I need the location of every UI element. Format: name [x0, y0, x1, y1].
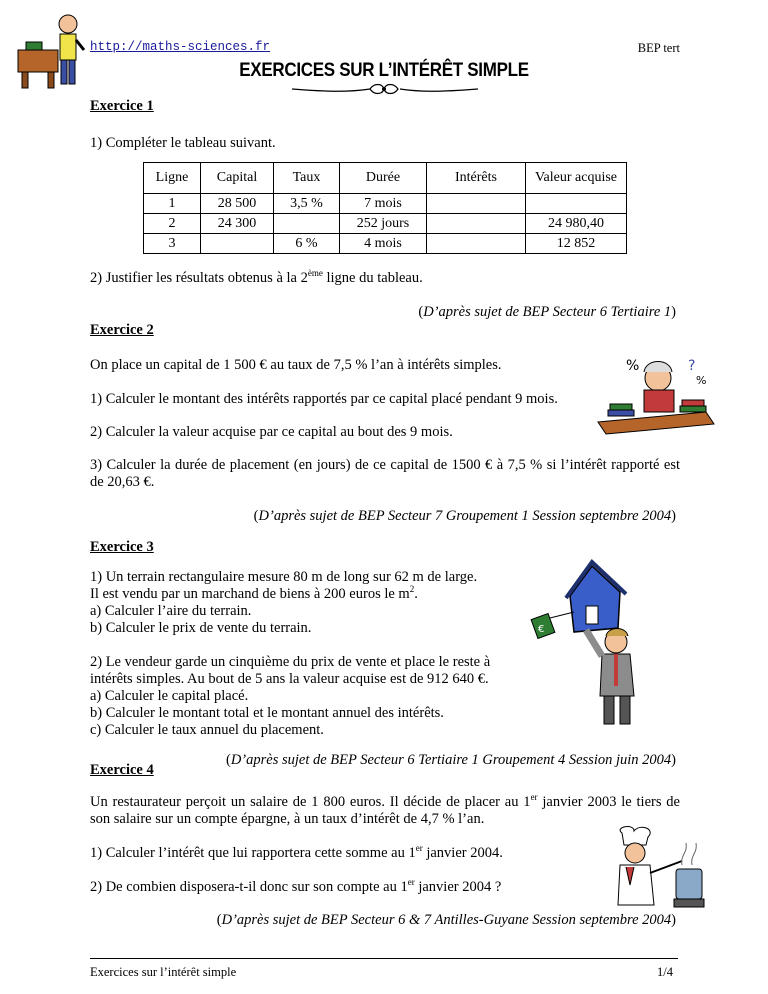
table-cell: 3,5 % [274, 194, 340, 214]
svg-text:€: € [538, 624, 545, 635]
exercise-3-heading: Exercice 3 [90, 539, 154, 555]
table-cell: 252 jours [340, 214, 427, 234]
exercise-4-question-2: 2) De combien disposera-t-il donc sur son compte au 1er janvier 2004 ? [90, 877, 502, 895]
footer-title: Exercices sur l’intérêt simple [90, 965, 237, 979]
website-link[interactable]: http://maths-sciences.fr [90, 40, 271, 54]
table-row [144, 234, 627, 254]
table-cell: 28 500 [201, 194, 274, 214]
exercise-3-text: 1) Un terrain rectangulaire mesure 80 m de long sur 62 m de large. Il est vendu par un marchand de biens à 200 euros le $m^2$. a) Calculer l’aire du terrain. b) Calculer le prix de vente du terrain. 2) Le vendeur garde un cinquième du prix de vente et place le reste à intérêts simples. Au bout de 5 ans la valeur acquise est de 912 640 €. a) Calculer le capital placé. b) Calculer le montant total et le montant annuel des intérêts. c) Calculer le taux annuel du placement. [90, 569, 491, 738]
table-cell [274, 214, 340, 234]
exercise-2-question-2: 2) Calculer la valeur acquise par ce capital au bout des 9 mois. [90, 424, 453, 440]
table-cell [427, 214, 526, 234]
svg-text:?: ? [688, 358, 696, 374]
table-header: Capital [201, 163, 274, 194]
table-cell [201, 234, 274, 254]
exercise-4-heading: Exercice 4 [90, 762, 154, 778]
table-header: Valeur acquise [526, 163, 627, 194]
table-cell: 6 % [274, 234, 340, 254]
table-cell: 2 [144, 214, 201, 234]
exercise-1-heading: Exercice 1 [90, 98, 154, 114]
table-cell [427, 234, 526, 254]
table-cell: 3 [144, 234, 201, 254]
table-cell: 24 300 [201, 214, 274, 234]
table-cell: 24 980,40 [526, 214, 627, 234]
table-row [144, 214, 627, 234]
professor-with-books-illustration [596, 348, 716, 436]
exercise-2-source: (D’après sujet de BEP Secteur 7 Groupement 1 Session septembre 2004) [253, 508, 676, 524]
table-cell: 4 mois [340, 234, 427, 254]
footer-divider [90, 958, 678, 959]
man-holding-house-illustration [530, 556, 670, 731]
exercise-2-question-1: 1) Calculer le montant des intérêts rapportés par ce capital placé pendant 9 mois. [90, 391, 558, 407]
exercise-1-question-2: 2) Justifier les résultats obtenus à la 2ème ligne du tableau. [90, 268, 423, 286]
table-header: Durée [340, 163, 427, 194]
table-row [144, 194, 627, 214]
exercise-2-heading: Exercice 2 [90, 322, 154, 338]
table-cell: 7 mois [340, 194, 427, 214]
table-header: Intérêts [427, 163, 526, 194]
exercise-1-question-1: 1) Compléter le tableau suivant. [90, 135, 276, 151]
svg-text:%: % [626, 358, 640, 374]
page-title: EXERCICES SUR L’INTÉRÊT SIMPLE [239, 58, 529, 81]
svg-text:%: % [696, 374, 707, 387]
table-cell [526, 194, 627, 214]
chef-cooking-illustration [600, 825, 710, 915]
table-header: Taux [274, 163, 340, 194]
exercise-4-intro: Un restaurateur perçoit un salaire de 1 800 euros. Il décide de placer au 1er janvier 2003 le tiers de son salaire sur un compte épargne, à un taux d’intérêt de 4,7 % l’an. [90, 792, 680, 827]
table-cell: 1 [144, 194, 201, 214]
exercise-2-intro: On place un capital de 1 500 € au taux de 7,5 % l’an à intérêts simples. [90, 357, 502, 373]
exercise-2-question-3: 3) Calculer la durée de placement (en jours) de ce capital de 1500 € à 7,5 % si l’intérêt rapporté est de 20,63 €. [90, 457, 680, 490]
exercise-4-question-1: 1) Calculer l’intérêt que lui rapportera cette somme au 1er janvier 2004. [90, 843, 503, 861]
page-number: 1/4 [657, 965, 673, 979]
table-header-row [144, 163, 627, 194]
exercise-3-source: (D’après sujet de BEP Secteur 6 Tertiaire 1 Groupement 4 Session juin 2004) [225, 752, 676, 768]
results-table [143, 162, 627, 254]
class-tag: BEP tert [637, 41, 680, 55]
table-cell [427, 194, 526, 214]
exercise-1-source: (D’après sujet de BEP Secteur 6 Tertiaire 1) [418, 304, 676, 320]
table-cell: 12 852 [526, 234, 627, 254]
table-header: Ligne [144, 163, 201, 194]
exercise-4-source: (D’après sujet de BEP Secteur 6 & 7 Antilles-Guyane Session septembre 2004) [216, 912, 676, 928]
